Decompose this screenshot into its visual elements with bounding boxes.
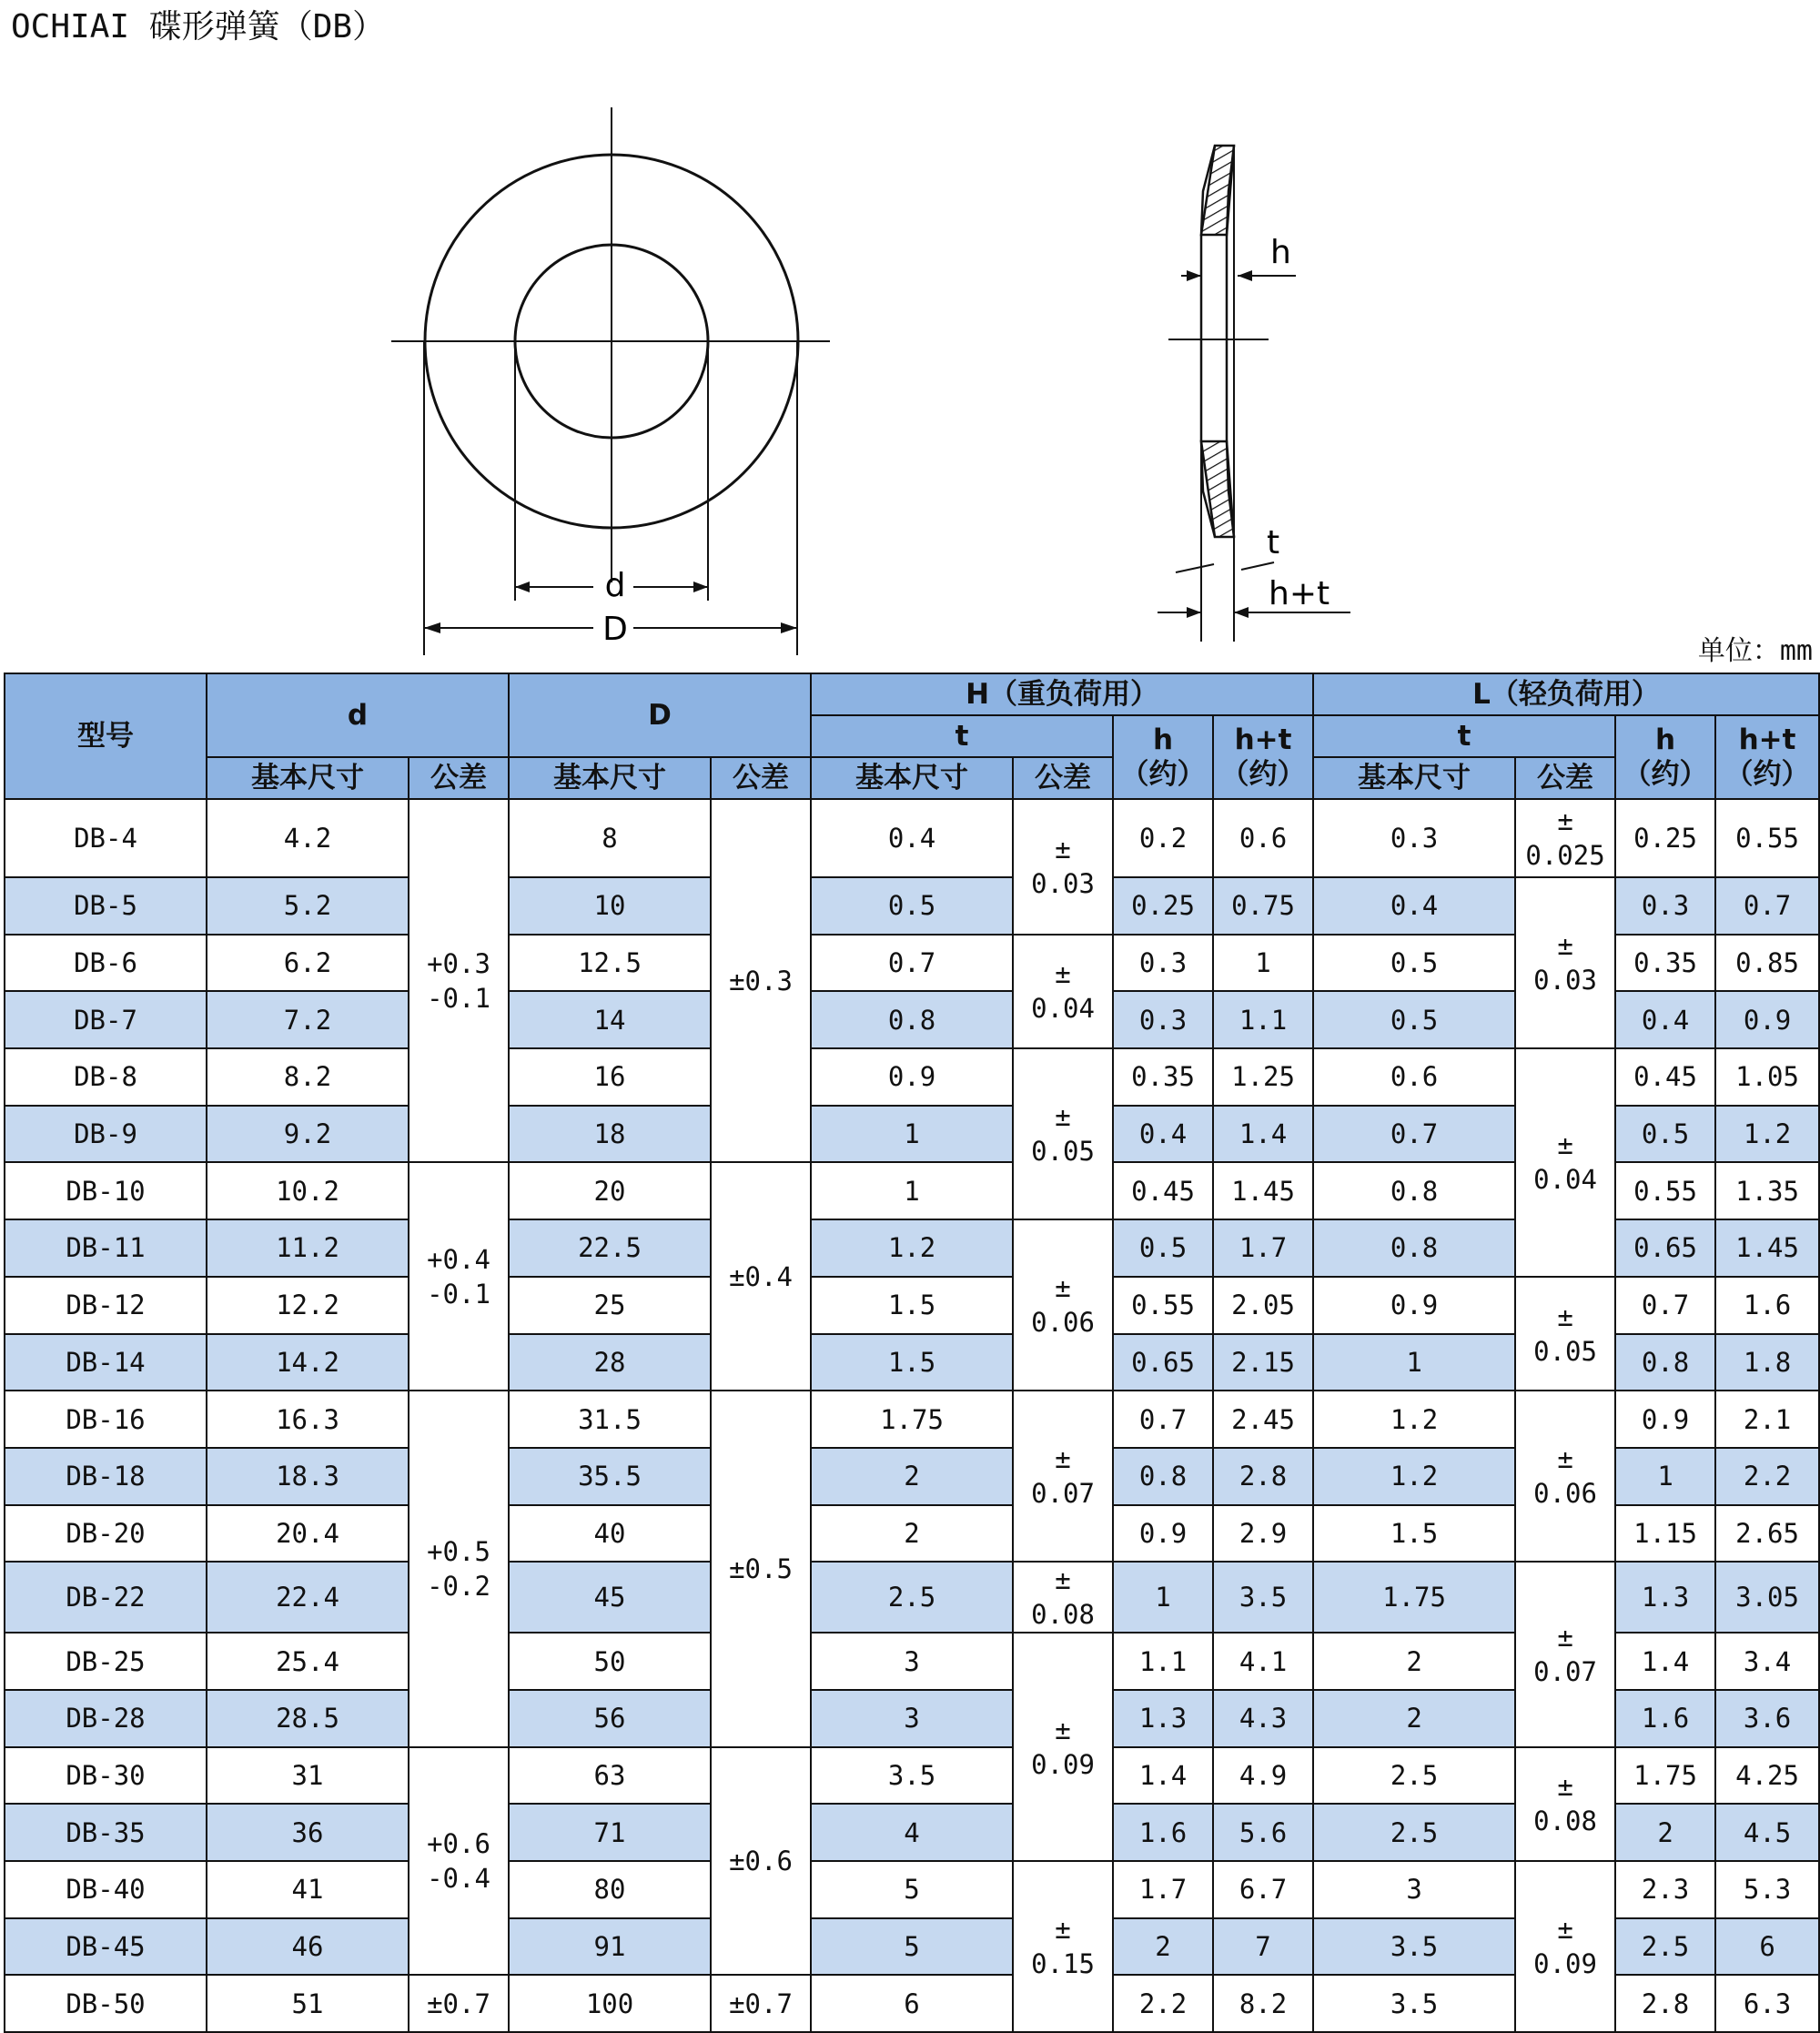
cell-Lt: 1.2	[1313, 1391, 1515, 1448]
cell-Ht-tolerance: ± 0.04	[1013, 935, 1113, 1048]
table-row	[5, 877, 1819, 935]
cell-model: DB-16	[5, 1391, 207, 1448]
cell-d: 10.2	[207, 1162, 409, 1219]
cell-Lh: 1.15	[1615, 1505, 1715, 1563]
cell-d-tolerance: +0.4 -0.1	[409, 1162, 509, 1391]
side-label-t: t	[1267, 524, 1280, 561]
cell-Ht-tolerance: ± 0.07	[1013, 1391, 1113, 1562]
front-label-D: D	[602, 611, 628, 648]
cell-Hht: 2.45	[1213, 1391, 1313, 1448]
cell-Lht: 3.6	[1715, 1690, 1819, 1747]
cell-Hht: 1	[1213, 935, 1313, 992]
cell-d: 7.2	[207, 991, 409, 1048]
cell-Hh: 1.6	[1113, 1804, 1213, 1861]
cell-Ht-tolerance: ± 0.06	[1013, 1219, 1113, 1391]
cell-Lt: 0.9	[1313, 1277, 1515, 1334]
cell-D-tolerance: ±0.4	[711, 1162, 811, 1391]
cell-Hh: 0.65	[1113, 1334, 1213, 1391]
cell-d: 8.2	[207, 1048, 409, 1106]
cell-D: 45	[509, 1562, 711, 1633]
cell-Lh: 0.7	[1615, 1277, 1715, 1334]
cell-D-tolerance: ±0.5	[711, 1391, 811, 1746]
cell-model: DB-5	[5, 877, 207, 935]
cell-D: 25	[509, 1277, 711, 1334]
cell-Lht: 1.6	[1715, 1277, 1819, 1334]
cell-Lh: 2	[1615, 1804, 1715, 1861]
cell-Lt: 0.5	[1313, 991, 1515, 1048]
cell-Lht: 5.3	[1715, 1861, 1819, 1918]
cell-Ht-tolerance: ± 0.15	[1013, 1861, 1113, 2032]
header-H-h: h （约）	[1113, 715, 1213, 799]
cell-Hht: 0.75	[1213, 877, 1313, 935]
cell-model: DB-22	[5, 1562, 207, 1633]
cell-D: 100	[509, 1975, 711, 2032]
cell-D: 80	[509, 1861, 711, 1918]
cell-Hht: 4.1	[1213, 1633, 1313, 1690]
header-d-basic: 基本尺寸	[207, 757, 409, 799]
header-L-t: t	[1313, 715, 1615, 757]
cell-Lt: 1.75	[1313, 1562, 1515, 1633]
table-row	[5, 1562, 1819, 1633]
cell-Hh: 1.7	[1113, 1861, 1213, 1918]
cell-d: 6.2	[207, 935, 409, 992]
cell-Ht: 1	[811, 1162, 1013, 1219]
cell-Ht: 1.5	[811, 1277, 1013, 1334]
cell-Lht: 1.8	[1715, 1334, 1819, 1391]
cell-Lt-tolerance: ± 0.05	[1515, 1277, 1615, 1391]
cell-Lht: 1.35	[1715, 1162, 1819, 1219]
cell-D: 16	[509, 1048, 711, 1106]
header-model: 型号	[5, 673, 207, 799]
cell-D: 8	[509, 799, 711, 877]
cell-D: 63	[509, 1747, 711, 1805]
cell-d-tolerance: +0.5 -0.2	[409, 1391, 509, 1746]
cell-d: 22.4	[207, 1562, 409, 1633]
cell-Lt: 0.3	[1313, 799, 1515, 877]
cell-Ht: 1	[811, 1106, 1013, 1163]
cell-D: 20	[509, 1162, 711, 1219]
cell-Lht: 2.1	[1715, 1391, 1819, 1448]
cell-d: 14.2	[207, 1334, 409, 1391]
page-title: OCHIAI 碟形弹簧（DB）	[11, 8, 386, 46]
cell-Hht: 4.3	[1213, 1690, 1313, 1747]
cell-Ht-tolerance: ± 0.05	[1013, 1048, 1113, 1219]
cell-Hh: 1	[1113, 1562, 1213, 1633]
cell-D-tolerance: ±0.3	[711, 799, 811, 1162]
cell-model: DB-20	[5, 1505, 207, 1563]
cell-Lh: 0.65	[1615, 1219, 1715, 1277]
header-L-t-tol: 公差	[1515, 757, 1615, 799]
cell-Ht: 2	[811, 1505, 1013, 1563]
header-d: d	[207, 673, 509, 757]
cell-d: 25.4	[207, 1633, 409, 1690]
cell-Lt: 0.5	[1313, 935, 1515, 992]
cell-model: DB-12	[5, 1277, 207, 1334]
spec-table	[4, 673, 1820, 2033]
cell-Lt-tolerance: ± 0.04	[1515, 1048, 1615, 1277]
cell-d: 11.2	[207, 1219, 409, 1277]
header-H: H（重负荷用）	[811, 673, 1313, 715]
cell-Lh: 0.3	[1615, 877, 1715, 935]
cell-Ht: 3	[811, 1690, 1013, 1747]
cell-model: DB-8	[5, 1048, 207, 1106]
cell-Lt-tolerance: ± 0.025	[1515, 799, 1615, 877]
cell-Hht: 0.6	[1213, 799, 1313, 877]
cell-Hh: 0.45	[1113, 1162, 1213, 1219]
cell-Hh: 0.2	[1113, 799, 1213, 877]
cell-Lht: 4.25	[1715, 1747, 1819, 1805]
cell-Hh: 0.4	[1113, 1106, 1213, 1163]
cell-D: 31.5	[509, 1391, 711, 1448]
cell-Lt: 0.8	[1313, 1219, 1515, 1277]
header-H-t-basic: 基本尺寸	[811, 757, 1013, 799]
cell-Ht: 2	[811, 1448, 1013, 1505]
cell-Lh: 0.5	[1615, 1106, 1715, 1163]
cell-Hht: 4.9	[1213, 1747, 1313, 1805]
cell-Hht: 2.9	[1213, 1505, 1313, 1563]
header-H-t-tol: 公差	[1013, 757, 1113, 799]
cell-Lt: 2.5	[1313, 1747, 1515, 1805]
cell-Lt-tolerance: ± 0.07	[1515, 1562, 1615, 1746]
cell-Lht: 6	[1715, 1918, 1819, 1976]
cell-Ht: 0.4	[811, 799, 1013, 877]
cell-Ht: 1.75	[811, 1391, 1013, 1448]
cell-Lht: 0.85	[1715, 935, 1819, 992]
cell-Ht: 0.5	[811, 877, 1013, 935]
cell-Hht: 1.25	[1213, 1048, 1313, 1106]
cell-d: 16.3	[207, 1391, 409, 1448]
cell-Hht: 1.45	[1213, 1162, 1313, 1219]
header-L-ht: h+t （约）	[1715, 715, 1819, 799]
cell-Lt-tolerance: ± 0.08	[1515, 1747, 1615, 1861]
cell-d: 4.2	[207, 799, 409, 877]
cell-Lt-tolerance: ± 0.03	[1515, 877, 1615, 1048]
front-label-d: d	[604, 567, 626, 604]
cell-Hh: 0.3	[1113, 991, 1213, 1048]
cell-d: 36	[207, 1804, 409, 1861]
header-D-basic: 基本尺寸	[509, 757, 711, 799]
cell-d: 12.2	[207, 1277, 409, 1334]
cell-Ht: 5	[811, 1918, 1013, 1976]
cell-Lh: 0.45	[1615, 1048, 1715, 1106]
cell-d: 51	[207, 1975, 409, 2032]
cell-model: DB-9	[5, 1106, 207, 1163]
cell-d-tolerance: ±0.7	[409, 1975, 509, 2032]
cell-Lt: 0.4	[1313, 877, 1515, 935]
cell-Lt: 1.5	[1313, 1505, 1515, 1563]
cell-Lh: 2.5	[1615, 1918, 1715, 1976]
header-H-t: t	[811, 715, 1113, 757]
table-row	[5, 1861, 1819, 1918]
cell-Lt: 1	[1313, 1334, 1515, 1391]
cell-Lh: 0.9	[1615, 1391, 1715, 1448]
cell-Lt-tolerance: ± 0.06	[1515, 1391, 1615, 1562]
cell-Hht: 6.7	[1213, 1861, 1313, 1918]
cell-Hh: 0.9	[1113, 1505, 1213, 1563]
cell-Hh: 0.3	[1113, 935, 1213, 992]
cell-d-tolerance: +0.3 -0.1	[409, 799, 509, 1162]
cell-Lh: 0.25	[1615, 799, 1715, 877]
cell-Ht: 6	[811, 1975, 1013, 2032]
header-L: L（轻负荷用）	[1313, 673, 1819, 715]
cell-Lh: 0.55	[1615, 1162, 1715, 1219]
cell-Lt: 1.2	[1313, 1448, 1515, 1505]
cell-d: 9.2	[207, 1106, 409, 1163]
cell-D: 14	[509, 991, 711, 1048]
cell-Lh: 1.6	[1615, 1690, 1715, 1747]
cell-D: 22.5	[509, 1219, 711, 1277]
cell-D: 71	[509, 1804, 711, 1861]
cell-d: 41	[207, 1861, 409, 1918]
cell-Lt: 2.5	[1313, 1804, 1515, 1861]
cell-Ht: 0.9	[811, 1048, 1013, 1106]
cell-Ht-tolerance: ± 0.03	[1013, 799, 1113, 935]
cell-D-tolerance: ±0.7	[711, 1975, 811, 2032]
cell-Hh: 0.55	[1113, 1277, 1213, 1334]
cell-Hht: 2.8	[1213, 1448, 1313, 1505]
cell-Lt: 2	[1313, 1633, 1515, 1690]
cell-model: DB-6	[5, 935, 207, 992]
cell-D: 91	[509, 1918, 711, 1976]
cell-Lh: 1	[1615, 1448, 1715, 1505]
cell-model: DB-45	[5, 1918, 207, 1976]
cell-D: 35.5	[509, 1448, 711, 1505]
cell-Hh: 0.8	[1113, 1448, 1213, 1505]
cell-Hh: 0.5	[1113, 1219, 1213, 1277]
cell-Ht: 2.5	[811, 1562, 1013, 1633]
cell-model: DB-50	[5, 1975, 207, 2032]
header-D-tol: 公差	[711, 757, 811, 799]
cell-D: 18	[509, 1106, 711, 1163]
cell-Lt: 0.6	[1313, 1048, 1515, 1106]
cell-Lt: 0.8	[1313, 1162, 1515, 1219]
cell-model: DB-10	[5, 1162, 207, 1219]
cell-Ht-tolerance: ± 0.09	[1013, 1633, 1113, 1861]
table-row	[5, 1747, 1819, 1805]
cell-model: DB-11	[5, 1219, 207, 1277]
cell-Hh: 1.4	[1113, 1747, 1213, 1805]
cell-Lt-tolerance: ± 0.09	[1515, 1861, 1615, 2032]
cell-Ht: 4	[811, 1804, 1013, 1861]
cell-Ht: 1.2	[811, 1219, 1013, 1277]
header-d-tol: 公差	[409, 757, 509, 799]
cell-D: 12.5	[509, 935, 711, 992]
cell-Ht: 3.5	[811, 1747, 1013, 1805]
cell-Lht: 3.05	[1715, 1562, 1819, 1633]
table-row	[5, 1048, 1819, 1106]
cell-Lht: 2.65	[1715, 1505, 1819, 1563]
cell-d: 5.2	[207, 877, 409, 935]
cell-d: 46	[207, 1918, 409, 1976]
cell-Hh: 0.25	[1113, 877, 1213, 935]
cell-D-tolerance: ±0.6	[711, 1747, 811, 1976]
cell-Lt: 0.7	[1313, 1106, 1515, 1163]
cell-Hht: 1.7	[1213, 1219, 1313, 1277]
cell-Lht: 1.05	[1715, 1048, 1819, 1106]
cell-Lh: 0.8	[1615, 1334, 1715, 1391]
cell-Lh: 0.35	[1615, 935, 1715, 992]
cell-Lh: 1.4	[1615, 1633, 1715, 1690]
cell-Lt: 3.5	[1313, 1975, 1515, 2032]
header-D: D	[509, 673, 811, 757]
cell-Ht: 5	[811, 1861, 1013, 1918]
table-row	[5, 799, 1819, 877]
side-view	[1158, 146, 1350, 642]
spec-table-body	[5, 799, 1819, 2032]
cell-Hht: 8.2	[1213, 1975, 1313, 2032]
cell-Hht: 2.05	[1213, 1277, 1313, 1334]
cell-Hht: 5.6	[1213, 1804, 1313, 1861]
cell-d: 18.3	[207, 1448, 409, 1505]
cell-d: 31	[207, 1747, 409, 1805]
cell-Lt: 2	[1313, 1690, 1515, 1747]
cell-Lh: 2.8	[1615, 1975, 1715, 2032]
cell-d-tolerance: +0.6 -0.4	[409, 1747, 509, 1976]
cell-model: DB-14	[5, 1334, 207, 1391]
cell-Lht: 6.3	[1715, 1975, 1819, 2032]
cell-model: DB-30	[5, 1747, 207, 1805]
cell-Hht: 2.15	[1213, 1334, 1313, 1391]
cell-Lht: 1.45	[1715, 1219, 1819, 1277]
cell-D: 56	[509, 1690, 711, 1747]
cell-Hh: 2	[1113, 1918, 1213, 1976]
cell-d: 28.5	[207, 1690, 409, 1747]
cell-Ht: 0.8	[811, 991, 1013, 1048]
cell-Hht: 1.1	[1213, 991, 1313, 1048]
header-L-t-basic: 基本尺寸	[1313, 757, 1515, 799]
spring-drawing	[0, 0, 1820, 664]
cell-Lht: 0.55	[1715, 799, 1819, 877]
cell-Hh: 0.35	[1113, 1048, 1213, 1106]
cell-D: 40	[509, 1505, 711, 1563]
cell-Hht: 1.4	[1213, 1106, 1313, 1163]
cell-Lt: 3	[1313, 1861, 1515, 1918]
cell-Hh: 0.7	[1113, 1391, 1213, 1448]
cell-model: DB-25	[5, 1633, 207, 1690]
cell-Hh: 1.1	[1113, 1633, 1213, 1690]
cell-D: 50	[509, 1633, 711, 1690]
cell-Hh: 2.2	[1113, 1975, 1213, 2032]
cell-Lt: 3.5	[1313, 1918, 1515, 1976]
table-row	[5, 1391, 1819, 1448]
cell-Ht: 3	[811, 1633, 1013, 1690]
cell-model: DB-35	[5, 1804, 207, 1861]
unit-label: 单位：mm	[1697, 635, 1813, 667]
cell-D: 28	[509, 1334, 711, 1391]
cell-Lht: 0.7	[1715, 877, 1819, 935]
cell-Hh: 1.3	[1113, 1690, 1213, 1747]
table-row	[5, 1277, 1819, 1334]
side-label-h: h	[1270, 234, 1291, 271]
cell-Hht: 3.5	[1213, 1562, 1313, 1633]
cell-Lht: 4.5	[1715, 1804, 1819, 1861]
cell-d: 20.4	[207, 1505, 409, 1563]
cell-model: DB-18	[5, 1448, 207, 1505]
side-label-ht: h+t	[1269, 575, 1330, 612]
cell-Lh: 0.4	[1615, 991, 1715, 1048]
cell-Lht: 2.2	[1715, 1448, 1819, 1505]
header-H-ht: h+t （约）	[1213, 715, 1313, 799]
cell-Lh: 2.3	[1615, 1861, 1715, 1918]
cell-model: DB-40	[5, 1861, 207, 1918]
cell-Hht: 7	[1213, 1918, 1313, 1976]
cell-Lh: 1.3	[1615, 1562, 1715, 1633]
cell-Lht: 0.9	[1715, 991, 1819, 1048]
header-L-h: h （约）	[1615, 715, 1715, 799]
cell-Ht-tolerance: ± 0.08	[1013, 1562, 1113, 1633]
cell-Lht: 3.4	[1715, 1633, 1819, 1690]
cell-model: DB-28	[5, 1690, 207, 1747]
cell-model: DB-7	[5, 991, 207, 1048]
cell-D: 10	[509, 877, 711, 935]
cell-Ht: 1.5	[811, 1334, 1013, 1391]
cell-Lh: 1.75	[1615, 1747, 1715, 1805]
cell-model: DB-4	[5, 799, 207, 877]
cell-Lht: 1.2	[1715, 1106, 1819, 1163]
cell-Ht: 0.7	[811, 935, 1013, 992]
